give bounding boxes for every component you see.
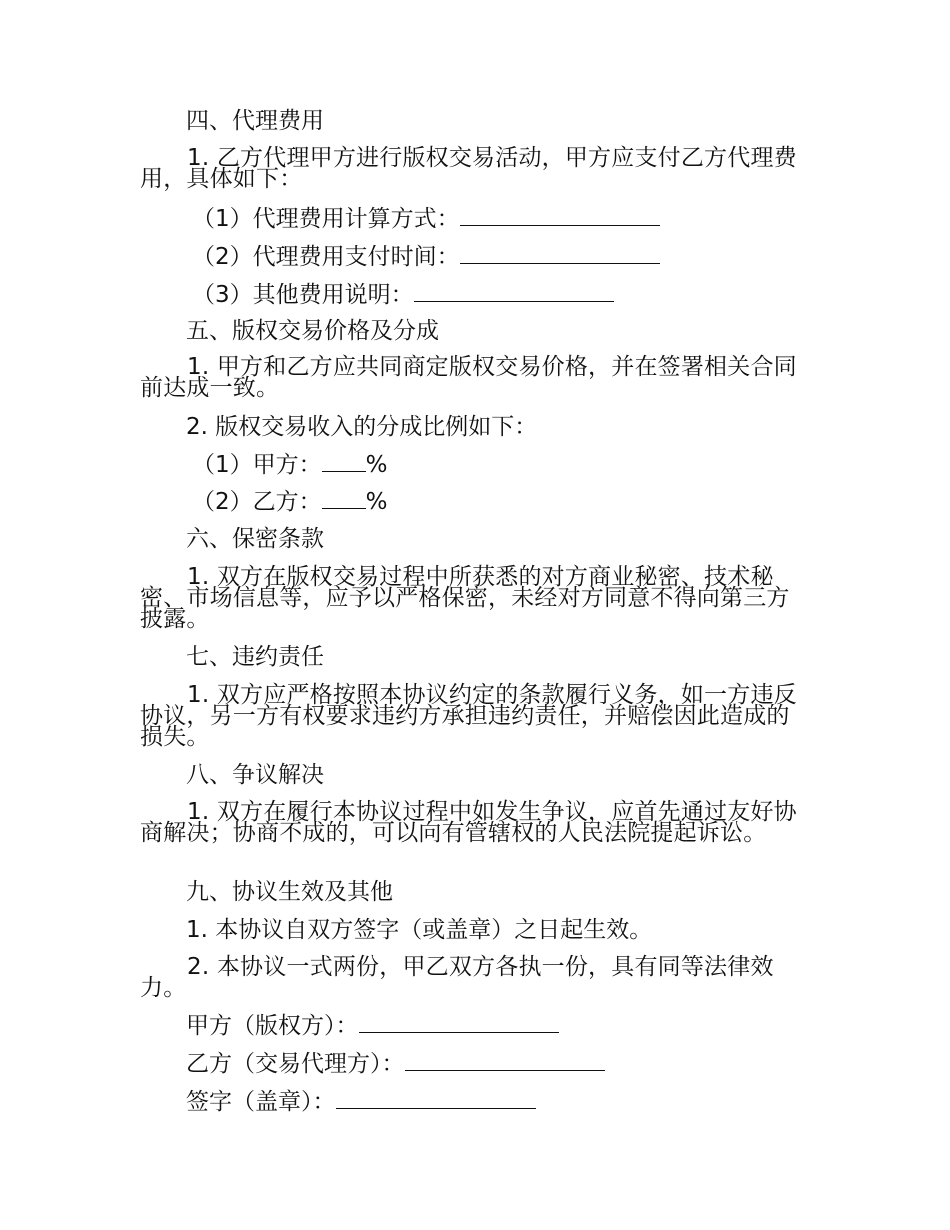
party-b-signature-line xyxy=(186,1051,605,1077)
fee-other-blank[interactable] xyxy=(414,300,614,302)
party-a-blank[interactable] xyxy=(359,1031,559,1033)
effect-clause-1: 1. 本协议自双方签字（或盖章）之日起生效。 xyxy=(186,917,653,943)
share-a-percent: % xyxy=(365,452,388,478)
confidentiality-clause-1: 1. 双方在版权交易过程中所获悉的对方商业秘密、技术秘密、市场信息等，应予以严格保密，未经对方同意不得向第三方披露。 xyxy=(140,564,790,632)
section-heading-confidentiality: 六、保密条款 xyxy=(186,526,324,552)
effect-clause-2: 2. 本协议一式两份，甲乙双方各执一份，具有同等法律效力。 xyxy=(140,954,774,1001)
seal-label: 签字（盖章）： xyxy=(186,1089,336,1115)
fee-other-label: （3）其他费用说明： xyxy=(192,282,414,308)
section-heading-effect: 九、协议生效及其他 xyxy=(186,879,393,905)
fee-time-line xyxy=(192,244,660,270)
fees-clause-1: 1. 乙方代理甲方进行版权交易活动，甲方应支付乙方代理费用，具体如下： xyxy=(140,145,797,192)
fee-time-label: （2）代理费用支付时间： xyxy=(192,244,460,270)
party-a-label: 甲方（版权方）： xyxy=(186,1013,359,1039)
price-clause-1: 1. 甲方和乙方应共同商定版权交易价格，并在签署相关合同前达成一致。 xyxy=(140,354,797,401)
seal-signature-line xyxy=(186,1089,536,1115)
party-a-signature-line xyxy=(186,1013,559,1039)
fee-time-blank[interactable] xyxy=(460,262,660,264)
fee-calc-blank[interactable] xyxy=(460,224,660,226)
share-b-blank[interactable] xyxy=(322,507,366,509)
fee-calc-line xyxy=(192,206,660,232)
section-heading-breach: 七、违约责任 xyxy=(186,644,324,670)
breach-clause-1: 1. 双方应严格按照本协议约定的条款履行义务，如一方违反协议，另一方有权要求违约方承担违约责任，并赔偿因此造成的损失。 xyxy=(140,682,797,750)
share-a-line xyxy=(192,452,388,478)
share-a-blank[interactable] xyxy=(322,470,366,472)
share-b-label: （2）乙方： xyxy=(192,489,322,515)
dispute-clause-1: 1. 双方在履行本协议过程中如发生争议，应首先通过友好协商解决；协商不成的，可以向有管辖权的人民法院提起诉讼。 xyxy=(140,799,797,846)
seal-blank[interactable] xyxy=(336,1107,536,1109)
section-heading-fees: 四、代理费用 xyxy=(186,108,324,134)
fee-other-line xyxy=(192,282,614,308)
section-heading-price: 五、版权交易价格及分成 xyxy=(186,318,439,344)
share-b-line xyxy=(192,489,388,515)
price-clause-2: 2. 版权交易收入的分成比例如下： xyxy=(186,414,538,440)
share-b-percent: % xyxy=(365,489,388,515)
fee-calc-label: （1）代理费用计算方式： xyxy=(192,206,460,232)
section-heading-dispute: 八、争议解决 xyxy=(186,762,324,788)
party-b-blank[interactable] xyxy=(405,1069,605,1071)
party-b-label: 乙方（交易代理方）： xyxy=(186,1051,405,1077)
share-a-label: （1）甲方： xyxy=(192,452,322,478)
